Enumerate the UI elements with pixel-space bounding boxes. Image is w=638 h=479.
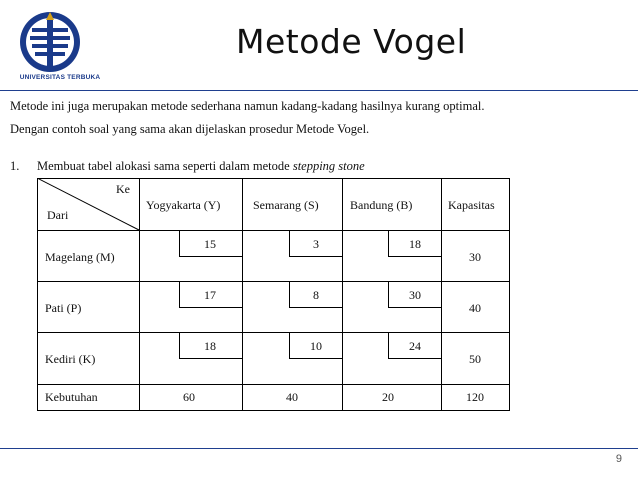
cost-m-s: 3 [313,237,319,251]
paragraph-1: Metode ini juga merupakan metode sederhana namun kadang-kadang hasilnya kurang optimal. [10,99,485,113]
page-number: 9 [615,453,622,465]
logo-text: UNIVERSITAS TERBUKA [19,74,101,81]
cost-k-y: 18 [204,339,216,353]
list-item-main: Membuat tabel alokasi sama seperti dalam metode [37,159,290,173]
demand-total: 120 [466,390,484,404]
slide-title: Metode Vogel [236,22,467,61]
university-logo [10,8,101,84]
cost-k-s: 10 [310,339,322,353]
row-label-kebutuhan: Kebutuhan [45,390,98,404]
list-item-text [37,159,365,174]
corner-label-to: Ke [116,182,130,196]
paragraph-2: Dengan contoh soal yang sama akan dijelaskan prosedur Metode Vogel. [10,122,370,136]
cost-p-y: 17 [204,288,216,302]
row-label-pati: Pati (P) [45,301,82,315]
capacity-m: 30 [469,250,481,264]
logo-emblem-icon [10,8,110,78]
col-header-bandung: Bandung (B) [350,198,413,212]
col-header-yogyakarta: Yogyakarta (Y) [146,198,221,212]
list-number: 1. [10,159,20,173]
demand-b: 20 [382,390,394,404]
corner-label-from: Dari [47,208,69,222]
cost-m-b: 18 [409,237,421,251]
demand-s: 40 [286,390,298,404]
demand-y: 60 [183,390,195,404]
allocation-table [37,178,510,411]
cost-p-b: 30 [409,288,421,302]
header-rule [0,90,638,91]
row-label-magelang: Magelang (M) [45,250,115,264]
capacity-k: 50 [469,352,481,366]
col-header-kapasitas: Kapasitas [448,198,495,212]
row-label-kediri: Kediri (K) [45,352,96,366]
cost-p-s: 8 [313,288,319,302]
col-header-semarang: Semarang (S) [253,198,319,212]
cost-k-b: 24 [409,339,421,353]
capacity-p: 40 [469,301,481,315]
footer-rule [0,448,638,449]
cost-m-y: 15 [204,237,216,251]
list-item-emphasis: stepping stone [292,159,365,173]
